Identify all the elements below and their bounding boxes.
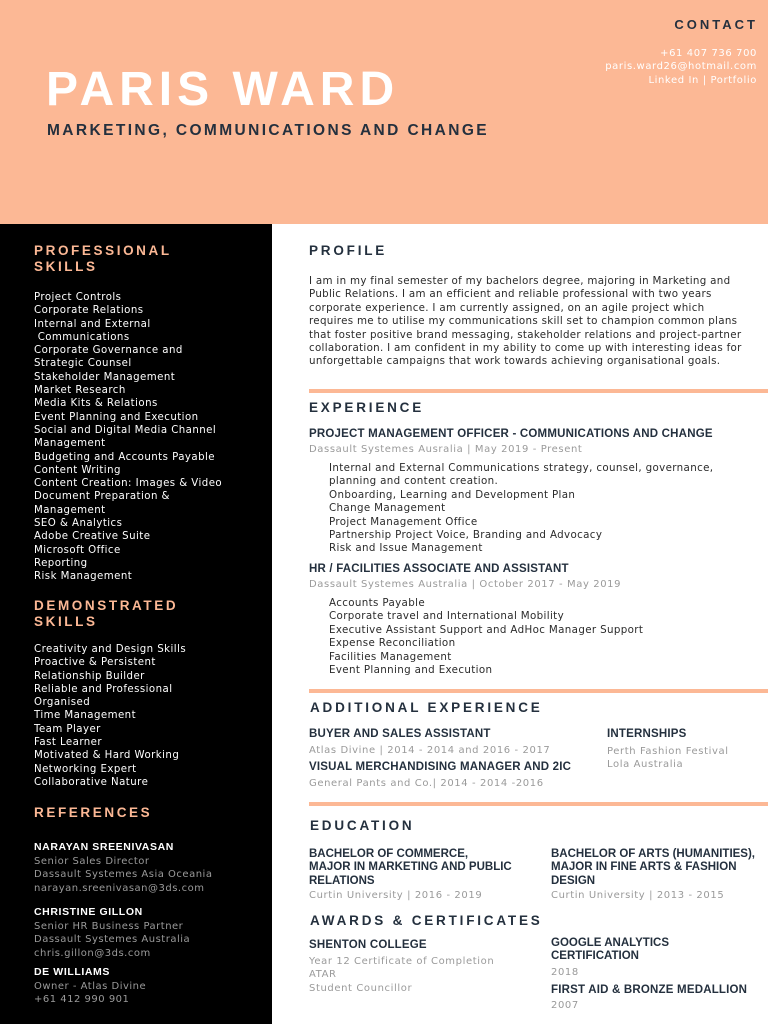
award-line: 2007: [551, 1000, 579, 1011]
reference-email[interactable]: narayan.sreenivasan@3ds.com: [34, 882, 205, 894]
list-item: Stakeholder Management: [34, 371, 176, 383]
list-item: Microsoft Office: [34, 544, 121, 556]
list-item: Corporate Relations: [34, 305, 144, 317]
list-item: Time Management: [34, 710, 137, 722]
internship-item: Lola Australia: [607, 759, 684, 770]
list-item: Reliable and Professional: [34, 683, 173, 695]
award-line: ATAR: [309, 969, 337, 980]
additional-job-title: VISUAL MERCHANDISING MANAGER AND 2IC: [309, 761, 572, 773]
list-item: Budgeting and Accounts Payable: [34, 451, 215, 463]
award-line: 2018: [551, 967, 579, 978]
internship-item: Perth Fashion Festival: [607, 746, 729, 757]
degree-title: [309, 848, 512, 888]
reference-company: Dassault Systemes Asia Oceania: [34, 869, 213, 881]
reference-role: Senior HR Business Partner: [34, 921, 184, 933]
list-item: Event Planning and Execution: [34, 411, 199, 423]
list-item: Networking Expert: [34, 763, 137, 775]
list-item: Motivated & Hard Working: [34, 750, 180, 762]
list-item: Document Preparation &: [34, 491, 170, 503]
list-item: Team Player: [34, 723, 101, 735]
demonstrated-skills-list: [34, 643, 259, 789]
list-item: Reporting: [34, 557, 88, 569]
award-line: Year 12 Certificate of Completion: [309, 956, 495, 967]
degree-line: BACHELOR OF ARTS (HUMANITIES),: [551, 848, 756, 860]
contact-heading: CONTACT: [674, 17, 758, 32]
contact-details: [605, 47, 757, 87]
reference-role: Owner - Atlas Divine: [34, 981, 147, 993]
list-item: Change Management: [329, 502, 446, 515]
additional-job-meta: General Pants and Co.| 2014 - 2014 -2016: [309, 778, 544, 789]
heading-line: PROFESSIONAL: [34, 243, 172, 258]
candidate-name: PARIS WARD: [46, 63, 400, 116]
reference-email[interactable]: chris.gillon@3ds.com: [34, 947, 151, 959]
list-item: Project Controls: [34, 292, 122, 303]
list-item: Fast Learner: [34, 737, 103, 749]
list-item: Onboarding, Learning and Development Plan: [329, 488, 576, 501]
reference-role: Senior Sales Director: [34, 856, 150, 868]
list-item: Risk and Issue Management: [329, 542, 483, 555]
section-divider: [309, 689, 768, 693]
job-meta: Dassault Systemes Ausralia | May 2019 - Present: [309, 444, 583, 455]
heading-line: SKILLS: [34, 259, 98, 274]
list-item: Management: [34, 438, 106, 450]
list-item: Media Kits & Relations: [34, 398, 158, 410]
list-item: Internal and External Communications strategy, counsel, governance,: [329, 462, 714, 474]
candidate-subtitle: MARKETING, COMMUNICATIONS AND CHANGE: [47, 122, 490, 139]
degree-line: MAJOR IN FINE ARTS & FASHION: [551, 861, 737, 874]
profile-text: I am in my final semester of my bachelors degree, majoring in Marketing and Public Relations. I am an efficient and reliable professional with two years corporate experience. I am currently assigned, on an agile project which requires me to utilise my communications skill set to champion common plans that foster positive brand messaging, stakeholder relations and project-partner collaboration. I am confident in my ability to come up with interesting ideas for unforgettable campaigns that work towards achieving organisational goals.: [309, 275, 742, 368]
reference-name: CHRISTINE GILLON: [34, 906, 143, 918]
list-item: Management: [34, 504, 106, 516]
reference-company: Dassault Systemes Australia: [34, 934, 191, 946]
award-title-line: CERTIFICATION: [551, 950, 639, 963]
additional-job-meta: Atlas Divine | 2014 - 2014 and 2016 - 2017: [309, 745, 551, 756]
list-item: Content Creation: Images & Video: [34, 478, 223, 490]
section-divider: [309, 802, 768, 806]
list-item: Internal and External: [34, 318, 151, 330]
internships-title: INTERNSHIPS: [607, 728, 687, 740]
contact-email[interactable]: paris.ward26@hotmail.com: [605, 61, 757, 73]
degree-line: DESIGN: [551, 874, 596, 887]
list-item: Partnership Project Voice, Branding and Advocacy: [329, 529, 603, 542]
list-item: Organised: [34, 697, 91, 709]
awards-heading: AWARDS & CERTIFICATES: [310, 913, 543, 928]
job-duties-list: [329, 597, 749, 677]
reference-phone: +61 412 990 901: [34, 994, 130, 1006]
profile-heading: PROFILE: [309, 243, 388, 258]
professional-skills-list: [34, 291, 259, 584]
list-item: Executive Assistant Support and AdHoc Manager Support: [329, 623, 644, 636]
list-item: planning and content creation.: [329, 475, 499, 488]
list-item: Corporate Governance and: [34, 345, 183, 357]
job-meta: Dassault Systemes Australia | October 2017 - May 2019: [309, 579, 622, 590]
list-item: Creativity and Design Skills: [34, 644, 187, 655]
list-item: Risk Management: [34, 571, 133, 583]
references-heading: REFERENCES: [34, 805, 153, 820]
award-title: [551, 937, 669, 964]
professional-skills-heading: [34, 243, 172, 275]
contact-links[interactable]: Linked In | Portfolio: [648, 74, 757, 86]
heading-line: DEMONSTRATED: [34, 598, 179, 613]
reference-entry: [34, 841, 264, 895]
list-item: Accounts Payable: [329, 597, 426, 609]
award-line: Student Councillor: [309, 983, 413, 994]
list-item: Event Planning and Execution: [329, 664, 493, 677]
reference-name: DE WILLIAMS: [34, 966, 111, 978]
degree-line: MAJOR IN MARKETING AND PUBLIC: [309, 861, 512, 874]
job-title: PROJECT MANAGEMENT OFFICER - COMMUNICATIONS AND CHANGE: [309, 428, 713, 440]
heading-line: SKILLS: [34, 614, 98, 629]
degree-title: [551, 848, 755, 888]
demonstrated-skills-heading: [34, 598, 178, 630]
award-title: SHENTON COLLEGE: [309, 939, 427, 951]
list-item: Communications: [34, 331, 130, 343]
reference-entry: [34, 906, 264, 960]
list-item: Market Research: [34, 385, 126, 397]
reference-entry: [34, 966, 264, 1007]
list-item: Social and Digital Media Channel: [34, 424, 217, 436]
experience-heading: EXPERIENCE: [309, 400, 425, 415]
list-item: Proactive & Persistent: [34, 657, 156, 669]
award-title-line: GOOGLE ANALYTICS: [551, 937, 669, 949]
list-item: Adobe Creative Suite: [34, 531, 151, 543]
list-item: Content Writing: [34, 464, 121, 476]
job-duties-list: [329, 462, 749, 556]
list-item: Expense Reconciliation: [329, 637, 456, 650]
reference-name: NARAYAN SREENIVASAN: [34, 841, 174, 853]
list-item: Collaborative Nature: [34, 776, 149, 788]
list-item: Relationship Builder: [34, 670, 145, 682]
additional-job-title: BUYER AND SALES ASSISTANT: [309, 728, 491, 740]
award-title: FIRST AID & BRONZE MEDALLION: [551, 984, 748, 996]
list-item: Project Management Office: [329, 515, 478, 528]
degree-line: BACHELOR OF COMMERCE,: [309, 848, 469, 860]
degree-line: RELATIONS: [309, 874, 375, 887]
contact-phone: +61 407 736 700: [660, 48, 757, 59]
list-item: SEO & Analytics: [34, 518, 123, 530]
additional-experience-heading: ADDITIONAL EXPERIENCE: [310, 700, 543, 715]
job-title: HR / FACILITIES ASSOCIATE AND ASSISTANT: [309, 563, 569, 575]
degree-meta: Curtin University | 2016 - 2019: [309, 890, 483, 901]
list-item: Corporate travel and International Mobility: [329, 610, 565, 623]
list-item: Strategic Counsel: [34, 358, 132, 370]
list-item: Facilities Management: [329, 650, 452, 663]
degree-meta: Curtin University | 2013 - 2015: [551, 890, 725, 901]
education-heading: EDUCATION: [310, 818, 415, 833]
header-banner: [0, 0, 768, 224]
section-divider: [309, 389, 768, 393]
